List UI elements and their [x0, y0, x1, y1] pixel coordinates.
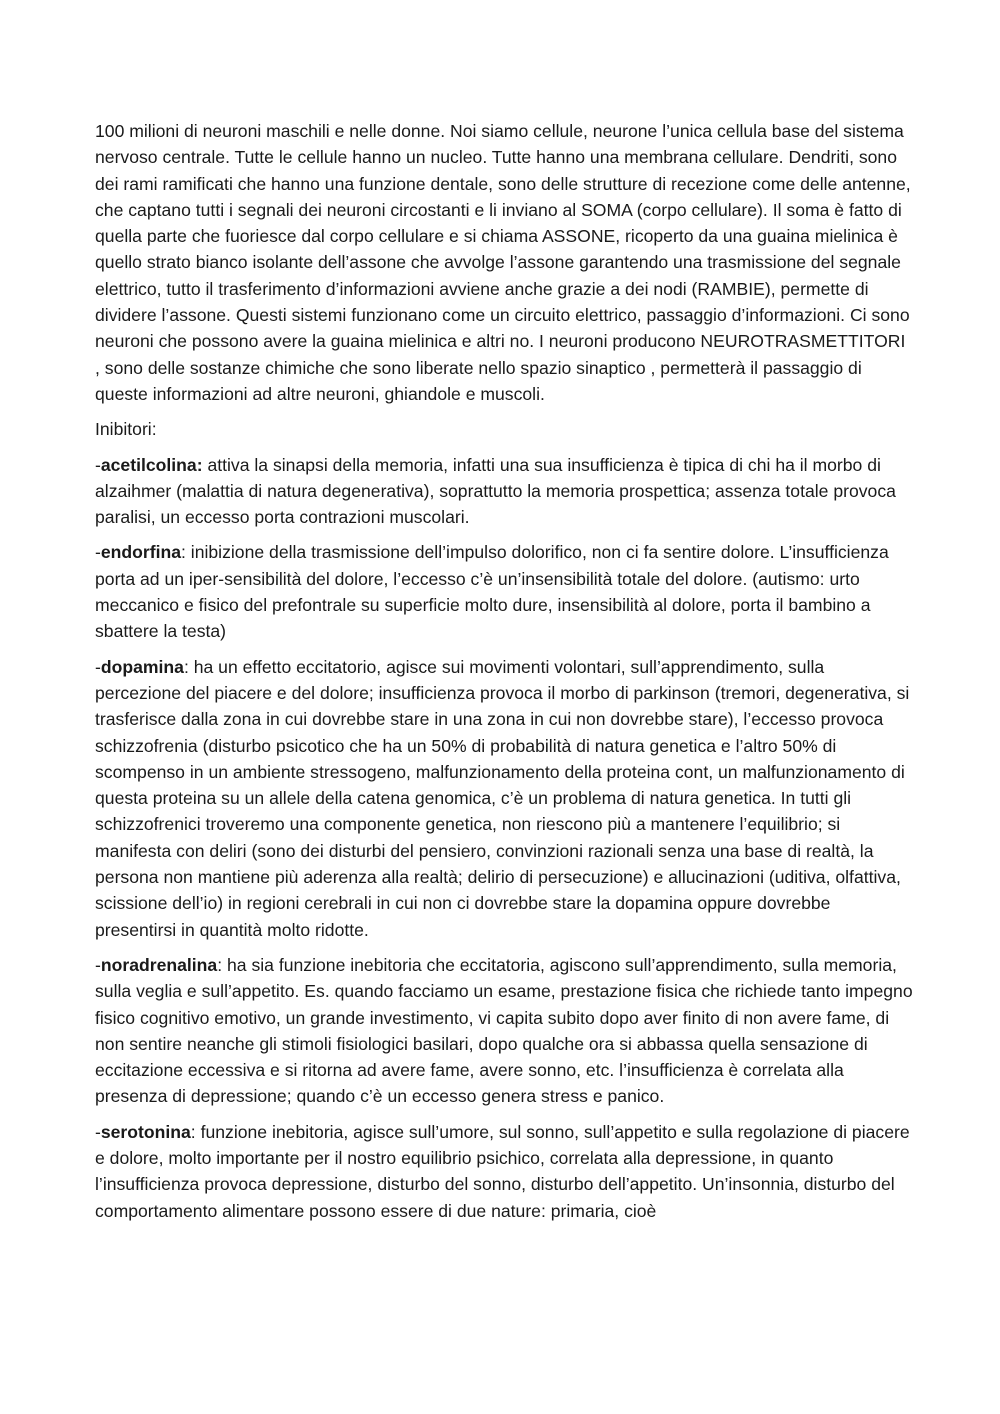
entry-text: : ha un effetto eccitatorio, agisce sui movimenti volontari, sull’apprendimento, sulla percezione del piacere e del dolore; insufficienza provoca il morbo di parkinson (tremori, degenerativa, si trasferisce dalla zona in cui dovrebbe stare in una zona in cui non dovrebbe stare), l’eccesso provoca schizzofrenia (disturbo psicotico che ha un 50% di probabilità di natura genetica e l’altro 50% di scompenso in un ambiente stressogeno, malfunzionamento della proteina cont, un malfunzionamento di questa proteina su un allele della catena genomica, c’è un problema di natura genetica. In tutti gli schizzofrenici troveremo una componente genetica, non riescono più a mantenere l’equilibrio; si manifesta con deliri (sono dei disturbi del pensiero, convinzioni razionali senza una base di realtà, la persona non mantiene più aderenza alla realtà; delirio di persecuzione) e allucinazioni (uditiva, olfattiva, scissione dell’io) in regioni cerebrali in cui non ci dovrebbe stare la dopamina oppure dovrebbe presentirsi in quantità molto ridotte. — [95, 656, 910, 940]
term-serotonina: serotonina — [100, 1121, 191, 1142]
term-acetilcolina: acetilcolina: — [100, 454, 203, 475]
entry-text: attiva la sinapsi della memoria, infatti una sua insufficienza è tipica di chi ha il morbo di alzaihmer (malattia di natura degenerativa), soprattutto la memoria prospettica; assenza totale provoca paralisi, un eccesso porta contrazioni muscolari. — [95, 454, 896, 528]
term-endorfina: endorfina — [100, 542, 182, 563]
section-label: Inibitori: — [95, 419, 157, 440]
entry-endorfina — [95, 539, 914, 644]
entry-noradrenalina — [95, 952, 914, 1110]
term-noradrenalina: noradrenalina — [100, 954, 218, 975]
entry-prefix: - — [95, 656, 101, 677]
entry-acetilcolina — [95, 452, 914, 531]
entry-prefix: - — [95, 954, 101, 975]
entry-serotonina — [95, 1119, 914, 1224]
entry-text: : funzione inebitoria, agisce sull’umore, sul sonno, sull’appetito e sulla regolazione di piacere e dolore, molto importante per il nostro equilibrio psichico, correlata alla depressione, in quanto l’insufficienza provoca depressione, disturbo del sonno, disturbo dell’appetito. Un’insonnia, disturbo del comportamento alimentare possono essere di due nature: primaria, cioè — [95, 1121, 910, 1221]
entry-prefix: - — [95, 1121, 101, 1142]
entry-prefix: - — [95, 454, 101, 475]
entry-text: : inibizione della trasmissione dell’impulso dolorifico, non ci fa sentire dolore. L’insufficienza porta ad un iper-sensibilità del dolore, l’eccesso c’è un’insensibilità totale del dolore. (autismo: urto meccanico e fisico del prefontrale su superficie molto dure, insensibilità al dolore, porta il bambino a sbattere la testa) — [95, 542, 889, 642]
entry-dopamina — [95, 654, 914, 943]
intro-paragraph: 100 milioni di neuroni maschili e nelle donne. Noi siamo cellule, neurone l’unica cellula base del sistema nervoso centrale. Tutte le cellule hanno un nucleo. Tutte hanno una membrana cellulare. Dendriti, sono dei rami ramificati che hanno una funzione dentale, sono delle strutture di recezione come delle antenne, che captano tutti i segnali dei neuroni circostanti e li inviano al SOMA (corpo cellulare). Il soma è fatto di quella parte che fuoriesce dal corpo cellulare e si chiama ASSONE, ricoperto da una guaina mielinica è quello strato bianco isolante dell’assone che avvolge l’assone garantendo una trasmissione del segnale elettrico, tutto il trasferimento d’informazioni avviene anche grazie a dei nodi (RAMBIE), permette di dividere l’assone. Questi sistemi funzionano come un circuito elettrico, passaggio d’informazioni. Ci sono neuroni che possono avere la guaina mielinica e altri no. I neuroni producono NEUROTRASMETTITORI , sono delle sostanze chimiche che sono liberate nello spazio sinaptico , permetterà il passaggio di queste informazioni ad altre neuroni, ghiandole e muscoli. — [95, 121, 911, 404]
term-dopamina: dopamina — [100, 656, 184, 677]
entry-text: : ha sia funzione inebitoria che eccitatoria, agiscono sull’apprendimento, sulla memoria, sulla veglia e sull’appetito. Es. quando facciamo un esame, prestazione fisica che richiede tanto impegno fisico cognitivo emotivo, un grande investimento, vi capita subito dopo aver finito di non avere fame, di non sentire neanche gli stimoli fisiologici basilari, dopo qualche ora si abbassa quella sensazione di eccitazione eccessiva e si ritorna ad avere fame, avere sonno, etc. l’insufficienza è correlata alla presenza di depressione; quando c’è un eccesso genera stress e panico. — [95, 954, 913, 1107]
entry-prefix: - — [95, 542, 101, 563]
